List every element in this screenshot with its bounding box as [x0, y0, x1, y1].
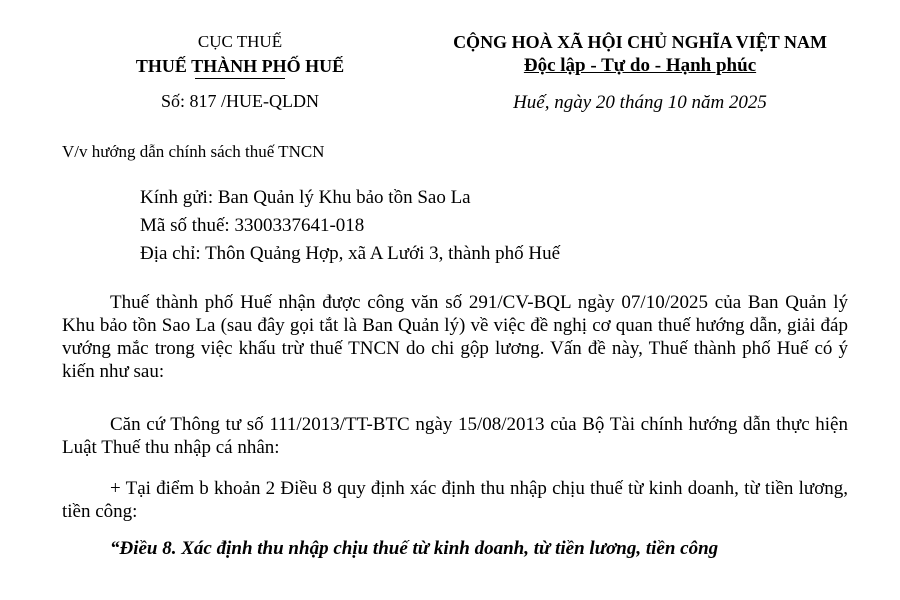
- body-paragraph-3: + Tại điểm b khoản 2 Điều 8 quy định xác định thu nhập chịu thuế từ kinh doanh, từ tiền lương, tiền công:: [62, 478, 848, 522]
- nation-title: CỘNG HOÀ XÃ HỘI CHỦ NGHĨA VIỆT NAM: [453, 32, 827, 52]
- body-paragraph-1: Thuế thành phố Huế nhận được công văn số 291/CV-BQL ngày 07/10/2025 của Ban Quản lý Khu bảo tồn Sao La (sau đây gọi tắt là Ban Quản lý) về việc đề nghị cơ quan thuế hướng dẫn, giải đáp vướng mắc trong việc khấu trừ thuế TNCN do chi gộp lương. Vấn đề này, Thuế thành phố Huế có ý kiến như sau:: [62, 292, 848, 382]
- issuing-agency-block: [60, 30, 420, 112]
- quoted-article-heading: “Điều 8. Xác định thu nhập chịu thuế từ kinh doanh, từ tiền lương, tiền công: [110, 538, 719, 559]
- document-number: Số: 817 /HUE-QLDN: [161, 91, 319, 111]
- document-subject: V/v hướng dẫn chính sách thuế TNCN: [62, 142, 325, 161]
- issue-date: Huế, ngày 20 tháng 10 năm 2025: [513, 92, 767, 113]
- agency-underline: [195, 78, 285, 79]
- addressee-address: Địa chỉ: Thôn Quảng Hợp, xã A Lưới 3, thành phố Huế: [140, 243, 561, 264]
- national-header-block: [410, 30, 870, 114]
- body-paragraph-2: Căn cứ Thông tư số 111/2013/TT-BTC ngày 15/08/2013 của Bộ Tài chính hướng dẫn thực hiện Luật Thuế thu nhập cá nhân:: [62, 414, 848, 458]
- agency-parent: CỤC THUẾ: [197, 32, 283, 51]
- agency-name: THUẾ THÀNH PHỐ HUẾ: [135, 56, 345, 76]
- addressee-tax-code: Mã số thuế: 3300337641-018: [140, 215, 365, 236]
- addressee-recipient: Kính gửi: Ban Quản lý Khu bảo tồn Sao La: [140, 187, 471, 208]
- national-motto: Độc lập - Tự do - Hạnh phúc: [523, 55, 757, 76]
